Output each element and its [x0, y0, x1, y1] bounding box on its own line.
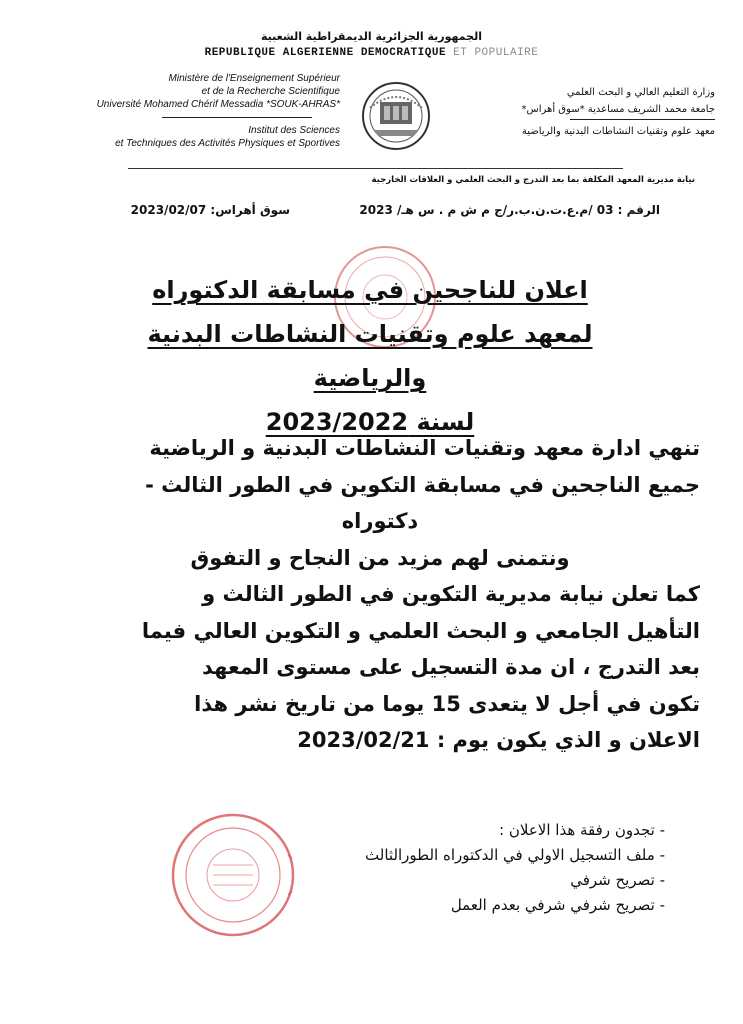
republic-title-fr: [0, 47, 743, 59]
institution-block-fr: [60, 72, 340, 150]
divider: [162, 117, 312, 118]
announcement-title: [90, 268, 650, 444]
city-date: سوق أهراس: 2023/02/07: [130, 203, 290, 217]
body-line: ونتمنى لهم مزيد من النجاح و التفوق: [190, 545, 570, 570]
ministry-line-2: et de la Recherche Scientifique: [201, 86, 340, 97]
body-line: التأهيل الجامعي و البحث العلمي و التكوين العالي فيما: [141, 618, 700, 643]
divider-ar: [570, 119, 715, 120]
university-logo: [350, 80, 442, 152]
title-line-2: لمعهد علوم وتقنيات النشاطات البدنية والرياضية: [147, 320, 593, 392]
institute-line: Institut des Sciences: [248, 125, 340, 136]
list-item: - ملف التسجيل الاولي في الدكتوراه الطورالثالث: [365, 846, 665, 864]
title-line-1: اعلان للناجحين في مسابقة الدكتوراه: [152, 276, 588, 304]
body-line: تنهي ادارة معهد وتقنيات النشاطات البدنية و الرياضية: [149, 436, 700, 460]
reference-number: الرقم : 03 /م.ع.ت.ن.ب.ر/ج م ش م . س هـ/ 2023: [359, 203, 660, 217]
body-line: كما تعلن نيابة مديرية التكوين في الطور الثالث و: [202, 582, 700, 606]
body-line: جميع الناجحين في مسابقة التكوين في الطور الثالث -: [145, 472, 700, 497]
republic-title-ar: الجمهورية الجزائرية الديمقراطية الشعبية: [261, 30, 482, 43]
department-subtitle: نيابة مديرية المعهد المكلفة بما بعد التدرج و البحث العلمي و العلاقات الخارجية: [371, 175, 695, 185]
list-item: - تصريح شرفي شرفي بعدم العمل: [450, 896, 665, 914]
attachments-intro: - تجدون رفقة هذا الاعلان :: [499, 821, 665, 839]
body-line: الاعلان و الذي يكون يوم : 2023/02/21: [297, 728, 700, 752]
institute-line-2: et Techniques des Activités Physiques et Sportives: [115, 138, 340, 149]
official-stamp-bottom: [168, 805, 298, 945]
institute-line-ar: معهد علوم وتقنيات النشاطات البدنية والرياضية: [521, 126, 715, 137]
republic-title-fr-main: REPUBLIQUE ALGERIENNE DEMOCRATIQUE: [204, 47, 447, 59]
body-line: دكتوراه: [341, 509, 419, 533]
list-item: - تصريح شرفي: [570, 871, 665, 889]
body-line: تكون في أجل لا يتعدى 15 يوما من تاريخ نشر هذا: [194, 691, 700, 716]
title-line-3: لسنة 2023/2022: [265, 408, 475, 436]
institution-block-ar: [470, 84, 715, 140]
university-line-ar: جامعة محمد الشريف مساعدية *سوق أهراس*: [521, 104, 715, 115]
republic-title-fr-faint: ET POPULAIRE: [453, 47, 539, 59]
university-line: Université Mohamed Chérif Messadia *SOUK-AHRAS*: [96, 99, 340, 110]
ministry-line: Ministère de l'Enseignement Supérieur: [168, 73, 340, 84]
announcement-body: [60, 430, 700, 759]
body-line: بعد التدرج ، ان مدة التسجيل على مستوى المعهد: [201, 655, 700, 679]
header-rule: [128, 168, 623, 169]
ministry-line-ar: وزارة التعليم العالي و البحث العلمي: [566, 87, 715, 98]
